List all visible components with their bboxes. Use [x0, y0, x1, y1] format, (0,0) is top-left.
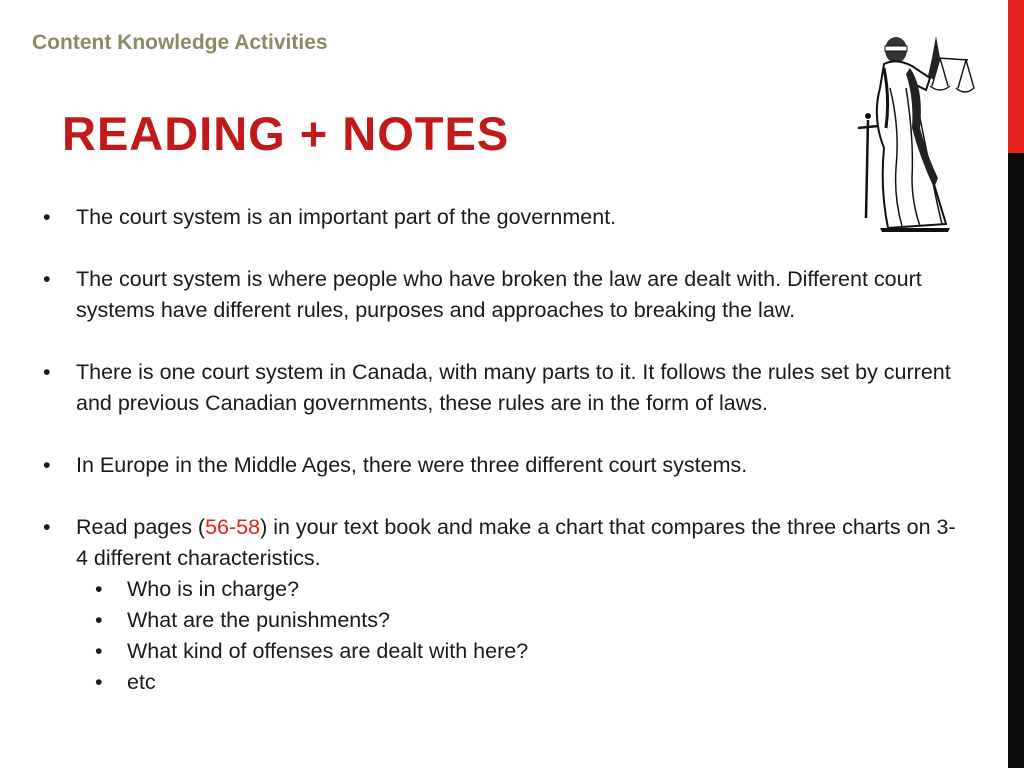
bullet-icon: •	[95, 577, 103, 601]
bullet-text: The court system is an important part of the government.	[76, 205, 617, 229]
list-item	[36, 202, 966, 233]
side-bar-black	[1008, 153, 1024, 768]
section-subtitle: Content Knowledge Activities	[32, 31, 328, 54]
bullet-icon: •	[95, 639, 103, 663]
sub-list-item	[36, 574, 966, 605]
bullet-text: ) in your text book and make a chart that compares the three charts on 3-4 different characteristics.	[76, 515, 956, 570]
bullet-icon: •	[43, 515, 51, 539]
sub-bullet-text: What are the punishments?	[127, 608, 390, 632]
list-item	[36, 512, 966, 574]
list-item	[36, 357, 966, 419]
sub-list-item	[36, 605, 966, 636]
bullet-icon: •	[43, 205, 51, 229]
sub-list-item	[36, 667, 966, 698]
side-bar-red	[1008, 0, 1024, 153]
sub-list-item	[36, 636, 966, 667]
bullet-icon: •	[95, 608, 103, 632]
list-item	[36, 450, 966, 481]
bullet-icon: •	[43, 267, 51, 291]
slide-title: READING + NOTES	[62, 107, 510, 160]
bullet-text: Read pages (	[76, 515, 206, 539]
sub-bullet-text: What kind of offenses are dealt with here?	[127, 639, 529, 663]
sub-bullet-text: etc	[127, 670, 156, 694]
bullet-text: The court system is where people who have broken the law are dealt with. Different court systems have different rules, purposes and approaches to breaking the law.	[76, 267, 922, 322]
list-item	[36, 264, 966, 326]
bullet-text: In Europe in the Middle Ages, there were three different court systems.	[76, 453, 748, 477]
bullet-icon: •	[43, 360, 51, 384]
page-range: 56-58	[205, 515, 261, 539]
bullet-text: There is one court system in Canada, with many parts to it. It follows the rules set by current and previous Canadian governments, these rules are in the form of laws.	[76, 360, 951, 415]
bullet-icon: •	[95, 670, 103, 694]
sub-bullet-text: Who is in charge?	[127, 577, 300, 601]
bullet-icon: •	[43, 453, 51, 477]
bullet-list	[36, 202, 966, 698]
